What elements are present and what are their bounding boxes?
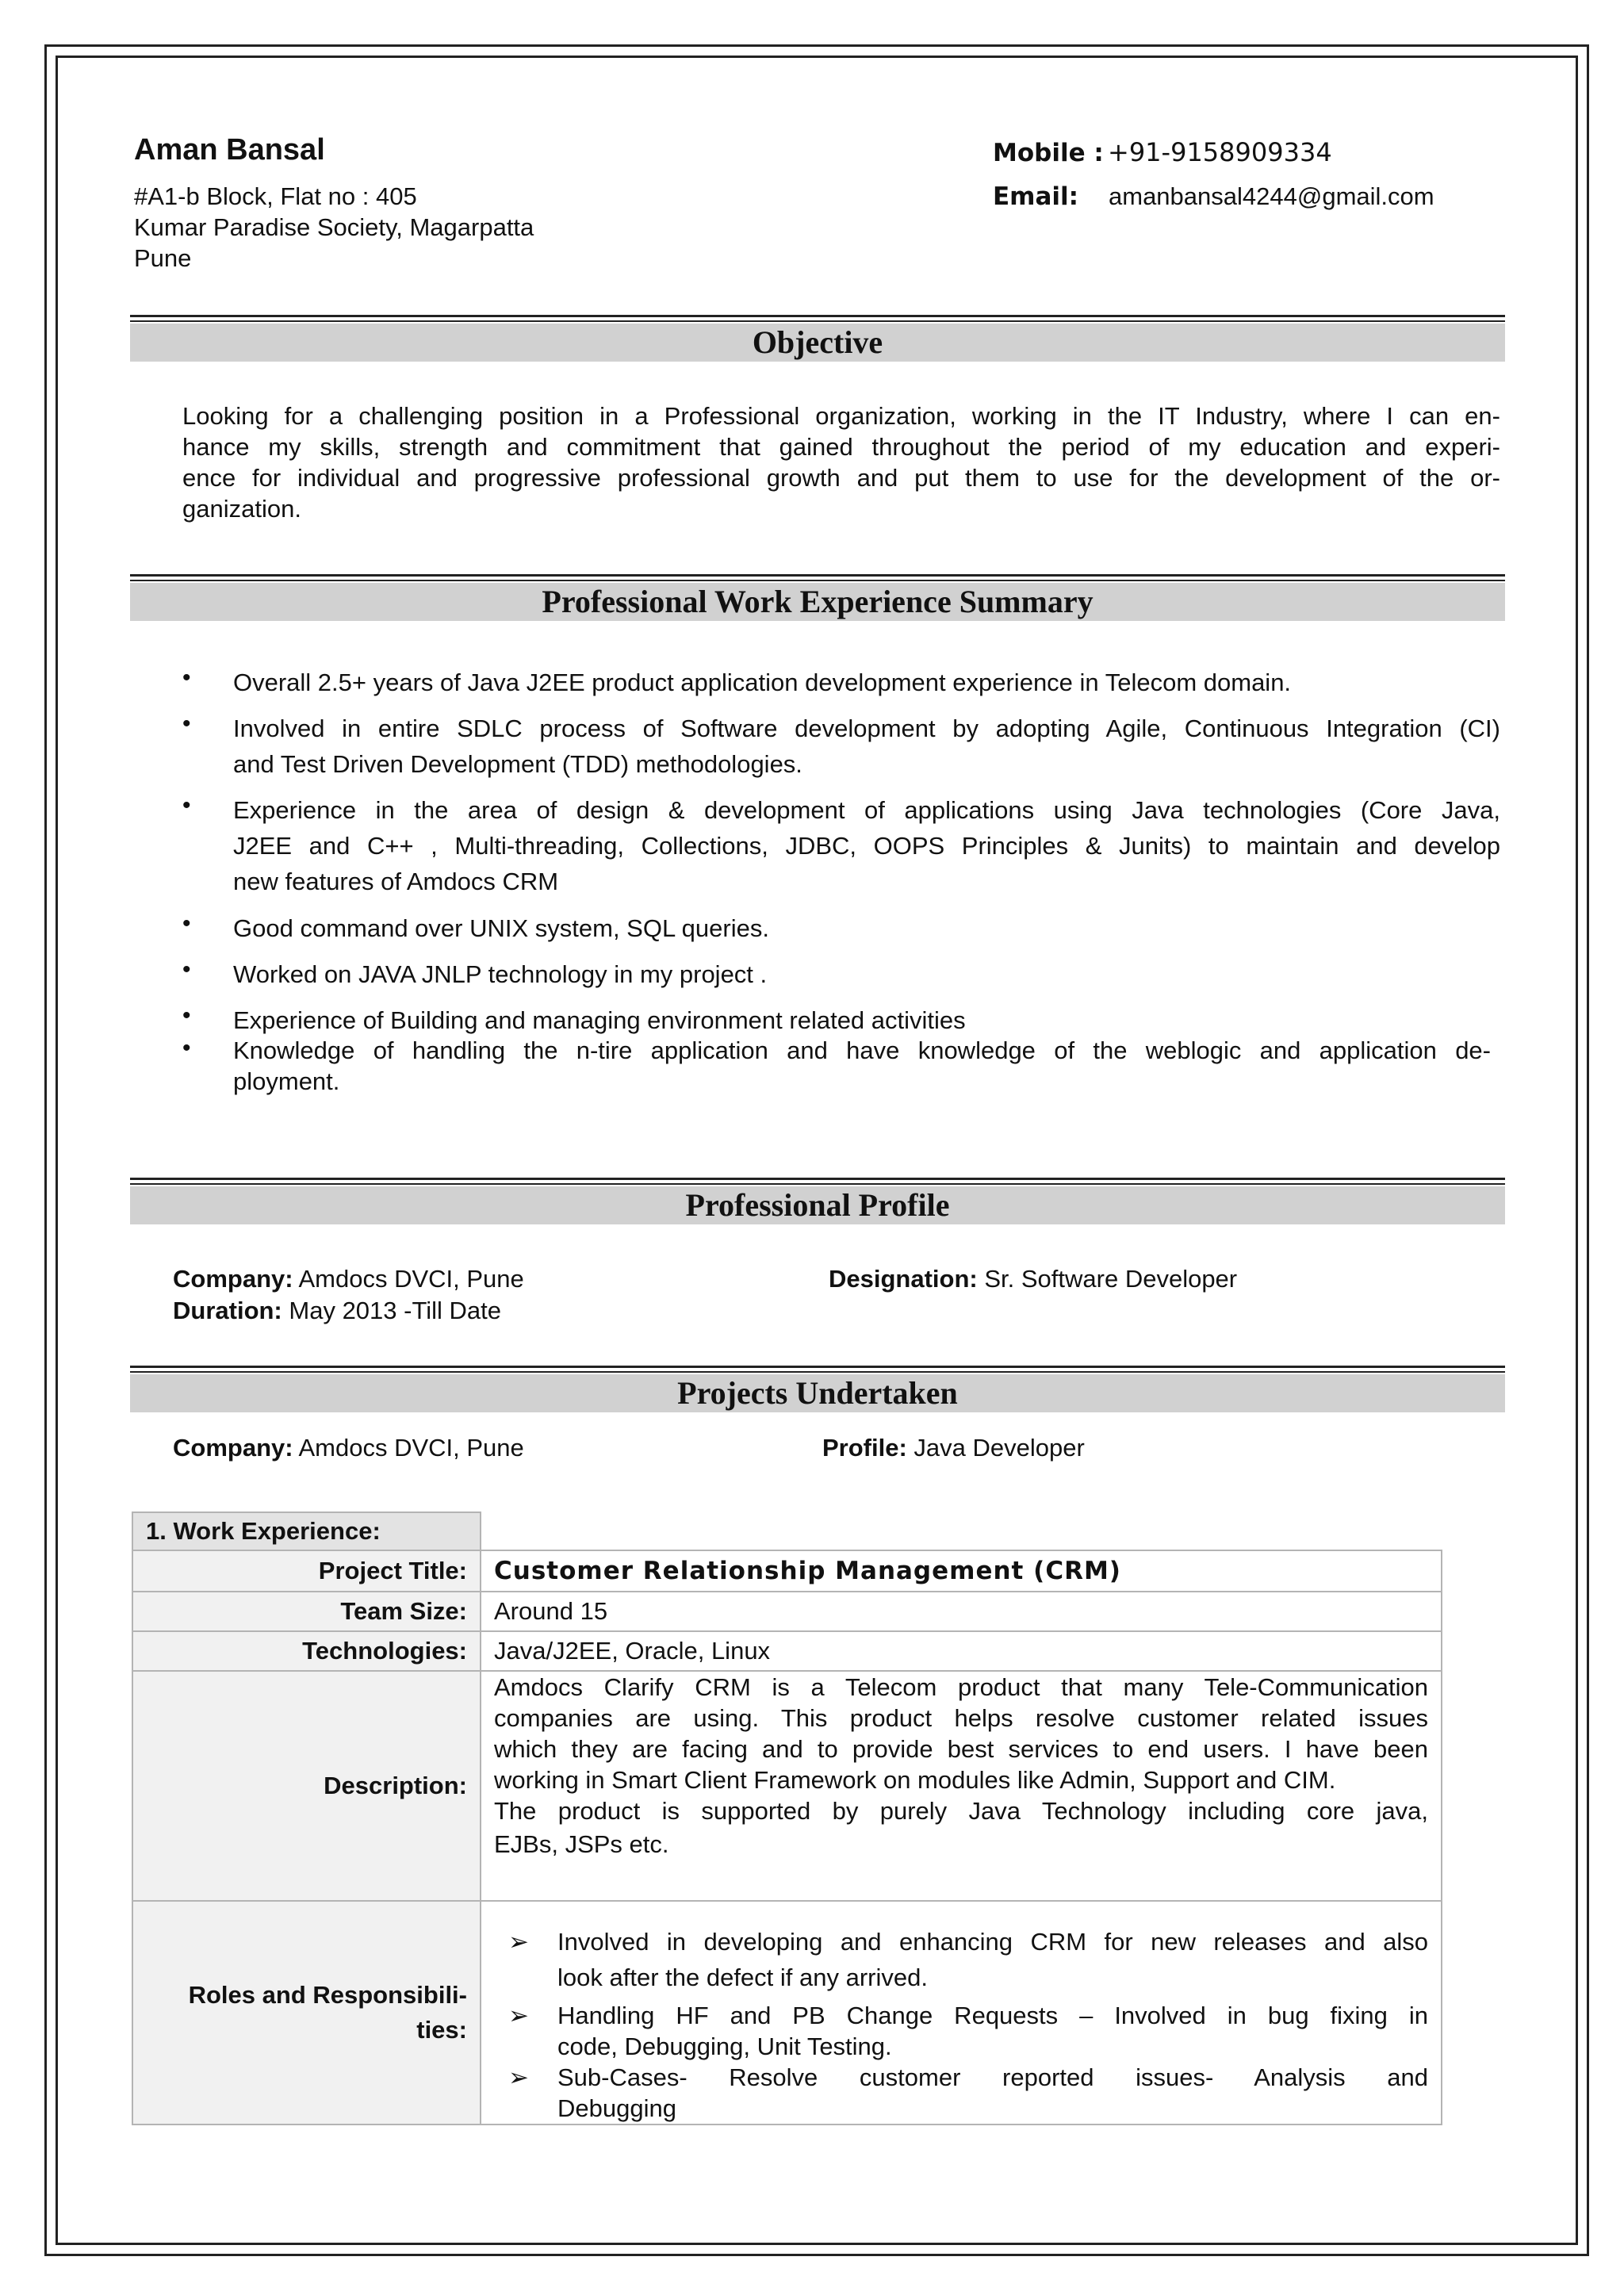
projects-profile: Profile: Java Developer <box>822 1434 1085 1462</box>
section-title-profile: Professional Profile <box>685 1187 950 1223</box>
arrow-bullet-icon: ➢ <box>508 1928 529 1956</box>
table-row <box>132 1671 1442 1901</box>
description-line: EJBs, JSPs etc. <box>494 1830 669 1858</box>
section-rule <box>130 1183 1505 1185</box>
empty-cell <box>481 1512 1442 1550</box>
description-value <box>481 1671 1442 1901</box>
section-rule <box>130 315 1505 317</box>
section-rule <box>130 1366 1505 1368</box>
objective-line: Looking for a challenging position in a Professional organization, working in the IT Industry, where I can en- <box>182 402 1500 430</box>
description-line: working in Smart Client Framework on modules like Admin, Support and CIM. <box>494 1766 1336 1794</box>
section-rule <box>130 580 1505 581</box>
description-line: The product is supported by purely Java Technology including core java, <box>494 1797 1428 1825</box>
bullet-icon: • <box>182 792 191 818</box>
description-line: companies are using. This product helps resolve customer related issues <box>494 1704 1428 1732</box>
profile-designation: Designation: Sr. Software Developer <box>829 1265 1238 1293</box>
description-line: which they are facing and to provide best services to end users. I have been <box>494 1735 1428 1763</box>
objective-text <box>182 400 1500 524</box>
mobile-number: +91-9158909334 <box>1108 137 1332 167</box>
team-size-label: Team Size: <box>132 1592 481 1631</box>
profile-duration: Duration: May 2013 -Till Date <box>173 1297 502 1324</box>
technologies-label: Technologies: <box>132 1631 481 1671</box>
arrow-bullet-icon: ➢ <box>508 2002 529 2029</box>
project-table <box>132 1511 1442 2125</box>
roles-value <box>481 1901 1442 2125</box>
technologies-value: Java/J2EE, Oracle, Linux <box>481 1631 1442 1671</box>
section-rule <box>130 1371 1505 1373</box>
arrow-bullet-icon: ➢ <box>508 2063 529 2091</box>
table-row <box>132 1631 1442 1671</box>
section-title-objective: Objective <box>752 324 883 360</box>
address-line-1: #A1-b Block, Flat no : 405 <box>134 182 417 210</box>
bullet-icon: • <box>182 910 191 937</box>
section-title-summary: Professional Work Experience Summary <box>542 584 1094 619</box>
table-row <box>132 1512 1442 1550</box>
table-row <box>132 1592 1442 1631</box>
section-rule <box>130 320 1505 322</box>
role-item: ➢ Handling HF and PB Change Requests – Involved in bug fixing in code, Debugging, Unit Testing. <box>508 2002 1428 2060</box>
role-item: ➢ Involved in developing and enhancing CRM for new releases and also look after the defect if any arrived. <box>494 1924 1428 1995</box>
team-size-value: Around 15 <box>481 1592 1442 1631</box>
email-address[interactable]: amanbansal4244@gmail.com <box>1109 182 1434 210</box>
objective-line: hance my skills, strength and commitment that gained throughout the period of my education and experi- <box>182 433 1500 461</box>
objective-line: ganization. <box>182 495 301 523</box>
profile-company: Company: Amdocs DVCI, Pune <box>173 1265 524 1293</box>
projects-company: Company: Amdocs DVCI, Pune <box>173 1434 524 1462</box>
bullet-icon: • <box>182 1035 191 1061</box>
bullet-icon: • <box>182 956 191 983</box>
bullet-icon: • <box>182 711 191 737</box>
email-label: Email: <box>993 182 1079 211</box>
mobile-label: Mobile : <box>993 139 1104 167</box>
bullet-icon: • <box>182 1002 191 1029</box>
address-line-2: Kumar Paradise Society, Magarpatta <box>134 213 534 241</box>
bullet-icon: • <box>182 665 191 691</box>
roles-label: Roles and Responsibili- ties: <box>132 1901 481 2125</box>
project-title-value: Customer Relationship Management (CRM) <box>481 1550 1442 1592</box>
description-label: Description: <box>132 1671 481 1901</box>
table-row <box>132 1550 1442 1592</box>
section-rule <box>130 574 1505 577</box>
resume-page: Aman Bansal #A1-b Block, Flat no : 405 Kumar Paradise Society, Magarpatta Pune Mobile : +91-9158909334 Email: amanbansal4244@gmail.com Objective Looking for a challenging position in a Professional organization, working in the IT Industry, where I can en- hance my skills, strength and commitment that gained throughout the period of my education and experi- ence for individual and progressive professional growth and put them to use for the development of the or- ganization. Professional Work Experience Summary • Overall 2.5+ years of Java J2EE product application development experience in Telecom domain. • Involved in entire SDLC process of Software development by adopting Agile, Continuous Integration (CI) and Test Driven Development (TDD) methodologies. • Experience in the area of design & development of applications using Java technologies (Core Java, J2EE and C++ , Multi-threading, Collections, JDBC, OOPS Principles & Junits) to maintain and develop new features of Amdocs CRM • Good command over UNIX system, SQL queries. • Worked on JAVA JNLP technology in my project . • Experience of Building and managing environment related activities • Knowledge of handling the n-tire application and have knowledge of the weblogic and application de- ployment. Professional Profile Company: Amdocs DVCI, Pune Designation: Sr. Software Developer Duration: May 2013 -Till Date Projects Undertaken Company: Amdocs DVCI, Pune Profile: Java Developer 1. Work Experience: Project Title: Customer Relationship Management (CRM) Team Size: Around 15 Technologies: Java/J2EE, Oracle, Linux Description: Amdocs Clarify CRM is a Telecom product that many Tele-Communication companies are using. This product helps resolve customer related issues which they are facing and to provide best services to end users. I have been working in Smart Client Framework on modules like Admin, Support and CIM. The product is supported by purely Java Technology including core java, EJBs, JSPs etc. Roles and Responsibili- ties: ➢ Involved in developing and enhancing CRM for new releases and also look after the defect if any arrived. ➢ Handling HF and PB Change Requests – Involved in bug fixing in code, Debugging, Unit Testing. ➢ Sub-Cases- Resolve customer reported issues- Analysis and Debugging <box>0 0 1624 2295</box>
project-title-label: Project Title: <box>132 1550 481 1592</box>
role-item: ➢ Sub-Cases- Resolve customer reported issues- Analysis and Debugging <box>508 2063 1428 2122</box>
section-title-projects: Projects Undertaken <box>677 1375 958 1411</box>
candidate-name: Aman Bansal <box>134 133 325 167</box>
address-line-3: Pune <box>134 244 192 272</box>
objective-line: ence for individual and progressive professional growth and put them to use for the development of the or- <box>182 464 1500 492</box>
section-rule <box>130 1178 1505 1180</box>
table-row <box>132 1901 1442 2125</box>
work-experience-heading: 1. Work Experience: <box>132 1512 481 1550</box>
description-line: Amdocs Clarify CRM is a Telecom product that many Tele-Communication <box>494 1673 1428 1701</box>
